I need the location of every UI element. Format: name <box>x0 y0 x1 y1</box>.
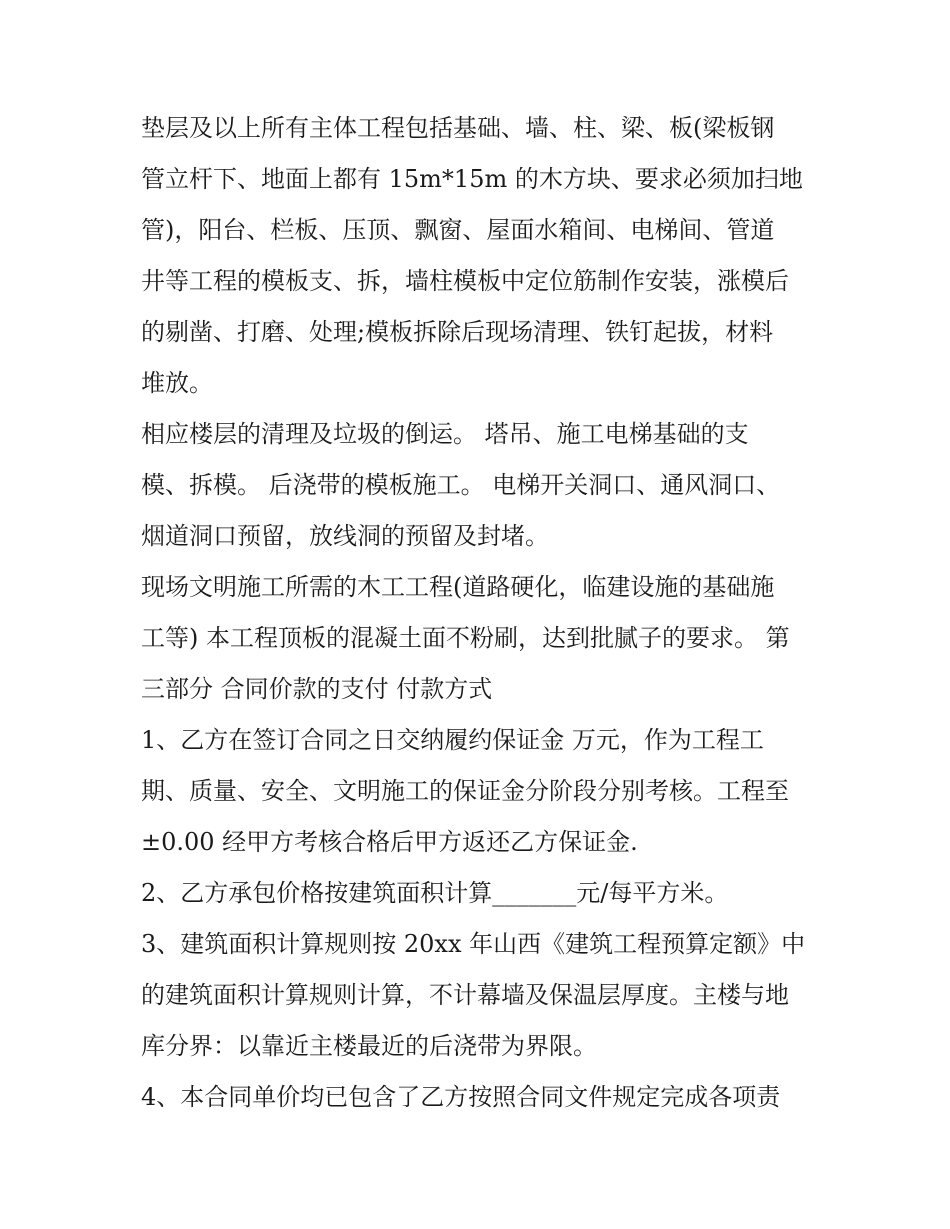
text-line: 管)，阳台、栏板、压顶、飘窗、屋面水箱间、电梯间、管道 <box>141 216 775 244</box>
text-line: 井等工程的模板支、拆，墙柱模板中定位筋制作安装，涨模后 <box>141 267 789 295</box>
text-line: 期、质量、安全、文明施工的保证金分阶段分别考核。工程至 <box>141 777 789 805</box>
text-line: 相应楼层的清理及垃圾的倒运。 塔吊、施工电梯基础的支 <box>141 420 749 448</box>
text-line: ±0.00 经甲方考核合格后甲方返还乙方保证金. <box>141 828 638 856</box>
text-line: 4、本合同单价均已包含了乙方按照合同文件规定完成各项责 <box>141 1083 781 1111</box>
text-line: 1、乙方在签订合同之日交纳履约保证金 万元，作为工程工 <box>141 726 764 754</box>
text-line: 的剔凿、打磨、处理;模板拆除后现场清理、铁钉起拔，材料 <box>141 318 774 346</box>
text-line: 3、建筑面积计算规则按 20xx 年山西《建筑工程预算定额》中 <box>141 930 806 958</box>
text-line: 垫层及以上所有主体工程包括基础、墙、柱、梁、板(梁板钢 <box>141 114 775 142</box>
text-line: 的建筑面积计算规则计算，不计幕墙及保温层厚度。主楼与地 <box>141 981 789 1009</box>
text-line: 库分界：以靠近主楼最近的后浇带为界限。 <box>141 1032 597 1060</box>
text-line: 烟道洞口预留，放线洞的预留及封堵。 <box>141 522 549 550</box>
text-line: 三部分 合同价款的支付 付款方式 <box>141 675 493 703</box>
text-line: 管立杆下、地面上都有 15m*15m 的木方块、要求必须加扫地 <box>141 165 803 193</box>
text-line: 工等) 本工程顶板的混凝土面不粉刷，达到批腻子的要求。 第 <box>141 624 790 652</box>
text-line: 现场文明施工所需的木工工程(道路硬化，临建设施的基础施 <box>141 573 775 601</box>
text-line: 堆放。 <box>141 369 213 397</box>
text-line: 模、拆模。 后浇带的模板施工。 电梯开关洞口、通风洞口、 <box>141 471 781 499</box>
text-line: 2、乙方承包价格按建筑面积计算_______元/每平方米。 <box>141 879 729 907</box>
